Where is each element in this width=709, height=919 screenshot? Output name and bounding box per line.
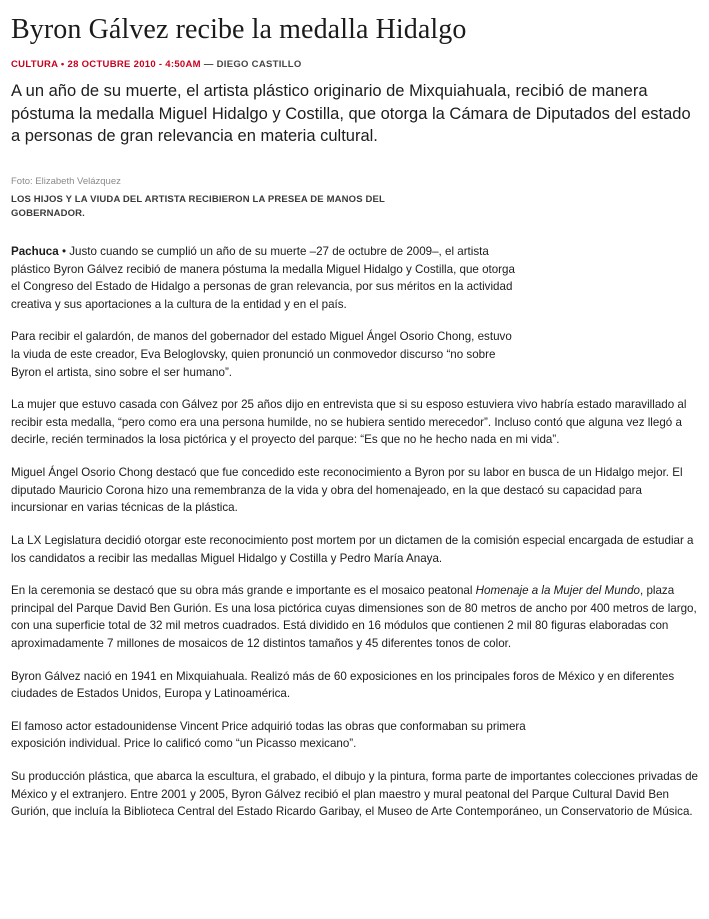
paragraph: La LX Legislatura decidió otorgar este reconocimiento post mortem por un dictamen de la comisión especial encargada de estudiar a los candidatos a recibir las medallas Miguel Hidalgo y Costilla y Pedro María Anaya.: [11, 533, 694, 565]
paragraph: La mujer que estuvo casada con Gálvez por 25 años dijo en entrevista que si su esposo estuviera vivo habría estado maravillado al recibir esta medalla, “pero como era una persona humilde, no se hubiera sentido merecedor”. Incluso contó que alguna vez llegó a decirle, recién terminados la losa pictórica y el proyecto del parque: “Es que no he hecho nada en mi vida”.: [11, 398, 687, 447]
paragraph: Para recibir el galardón, de manos del gobernador del estado Miguel Ángel Osorio Chong, estuvo la viuda de este creador, Eva Beloglovsky, quien pronunció un conmovedor discurso “no sobre Byron el artista, sino sobre el ser humano”.: [11, 330, 512, 379]
paragraph-mosaic: [11, 582, 698, 652]
byline-date: 28 OCTUBRE 2010 - 4:50AM: [67, 59, 201, 71]
photo-block: [11, 176, 698, 221]
paragraph: Su producción plástica, que abarca la escultura, el grabado, el dibujo y la pintura, forma parte de importantes colecciones privadas de México y el extranjero. Entre 2001 y 2005, Byron Gálvez recibió el plan maestro y mural peatonal del Parque Cultural David Ben Gurión, que incluía la Biblioteca Central del Estado Ricardo Garibay, el Museo de Arte Contemporáneo, un Conservatorio de Música.: [11, 769, 699, 819]
paragraph: Miguel Ángel Osorio Chong destacó que fue concedido este reconocimiento a Byron por su labor en busca de un Hidalgo mejor. El diputado Mauricio Corona hizo una remembranza de la vida y obra del homenajeado, en la que destacó su capacidad para incursionar en varias técnicas de la plástica.: [11, 466, 683, 515]
paragraph-text: Justo cuando se cumplió un año de su muerte –27 de octubre de 2009–, el artista plástico Byron Gálvez recibió de manera póstuma la medalla Miguel Hidalgo y Costilla, que otorga el Congreso del Estado de Hidalgo a personas de gran relevancia, por sus méritos en la actividad creativa y sus aportaciones a la cultura de la entidad y en el país.: [11, 244, 515, 311]
page-title: Byron Gálvez recibe la medalla Hidalgo: [11, 14, 467, 45]
paragraph: Byron Gálvez nació en 1941 en Mixquiahuala. Realizó más de 60 exposiciones en los principales foros de México y en diferentes ciudades de Estados Unidos, Europa y Latinoamérica.: [11, 669, 675, 701]
byline-author[interactable]: DIEGO CASTILLO: [216, 59, 302, 71]
dateline-bullet: •: [61, 244, 66, 258]
paragraph-text-after: , plaza principal del Parque David Ben Gurión. Es una losa pictórica cuyas dimensiones son de 80 metros de ancho por 400 metros de largo, con una superficie total de 32 mil metros cuadrados. Está dividido en 16 módulos que contienen 2 mil 80 figuras elaboradas con aproximadamente 7 millones de mosaicos de 12 distintos tamaños y 45 diferentes tonos de color.: [11, 584, 697, 650]
byline: [11, 59, 698, 70]
paragraph-dateline: [11, 243, 523, 313]
byline-separator: •: [60, 59, 65, 71]
paragraph: El famoso actor estadounidense Vincent Price adquirió todas las obras que conformaban su primera exposición individual. Price lo calificó como “un Picasso mexicano”.: [11, 719, 526, 751]
dateline-label: Pachuca: [11, 244, 59, 258]
artwork-title: Homenaje a la Mujer del Mundo: [475, 584, 641, 598]
paragraph-text-before: En la ceremonia se destacó que su obra más grande e importante es el mosaico peatonal: [11, 584, 476, 598]
article-standfirst: A un año de su muerte, el artista plástico originario de Mixquiahuala, recibió de manera póstuma la medalla Miguel Hidalgo y Costilla, que otorga la Cámara de Diputados del estado a personas de gran relevancia en materia cultural.: [11, 81, 691, 146]
photo-credit: Foto: Elizabeth Velázquez: [11, 176, 121, 188]
byline-category[interactable]: CULTURA: [11, 59, 58, 71]
article-body: [11, 243, 698, 821]
byline-dash: —: [203, 59, 214, 71]
photo-caption: LOS HIJOS Y LA VIUDA DEL ARTISTA RECIBIERON LA PRESEA DE MANOS DEL GOBERNADOR.: [11, 194, 385, 220]
